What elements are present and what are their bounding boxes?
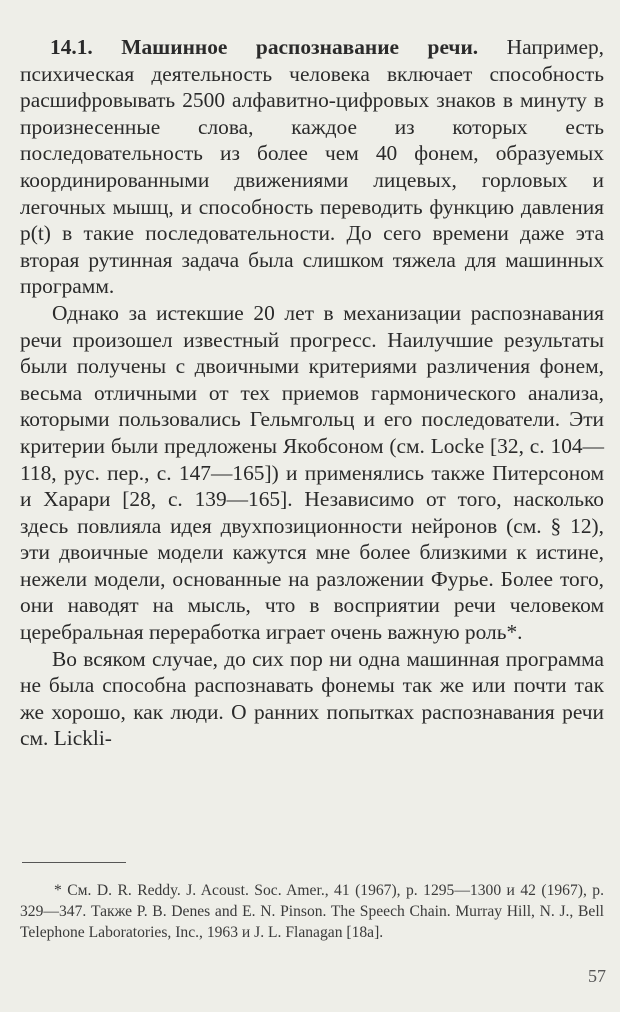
footnote: * См. D. R. Reddy. J. Acoust. Soc. Amer., 41 (1967), p. 1295—1300 и 42 (1967), p. 329—347. Также P. B. Denes and E. N. Pinson. The Speech Chain. Murray Hill, N. J., Bell Telephone Laboratories, Inc., 1963 и J. L. Flanagan [18a].	[20, 882, 604, 941]
footnote-divider	[22, 862, 126, 863]
paragraph-3: Во всяком случае, до сих пор ни одна машинная программа не была способна распознавать фонемы так же или почти так же хорошо, как люди. О ранних попытках распознавания речи см. Lickli-	[20, 646, 604, 751]
page-number: 57	[588, 966, 606, 986]
section-number: 14.1.	[50, 35, 93, 59]
paragraph-1	[20, 34, 604, 300]
paragraph-1-text: Например, психическая деятельность человека включает способность расшифровывать 2500 алфавитно-цифровых знаков в минуту в произнесенные слова, каждое из которых есть последовательность из более чем 40 фонем, образуемых координированными движениями лицевых, горловых и легочных мышц, и способность переводить функцию давления p(t) в такие последовательности. До сего времени даже эта вторая рутинная задача была слишком тяжела для машинных программ.	[20, 35, 604, 299]
main-text	[20, 34, 604, 752]
section-title: Машинное распознавание речи.	[121, 35, 479, 59]
paragraph-2: Однако за истекшие 20 лет в механизации распознавания речи произошел известный прогресс. Наилучшие результаты были получены с двоичными критериями различения фонем, весьма отличными от тех приемов гармонического анализа, которыми пользовались Гельмгольц и его последователи. Эти критерии были предложены Якобсоном (см. Locke [32, с. 104—118, рус. пер., с. 147—165]) и применялись также Питерсоном и Харари [28, с. 139—165]. Независимо от того, насколько здесь повлияла идея двухпозиционности нейронов (см. § 12), эти двоичные модели кажутся мне более близкими к истине, нежели модели, основанные на разложении Фурье. Более того, они наводят на мысль, что в восприятии речи человеком церебральная переработка играет очень важную роль*.	[20, 300, 604, 645]
